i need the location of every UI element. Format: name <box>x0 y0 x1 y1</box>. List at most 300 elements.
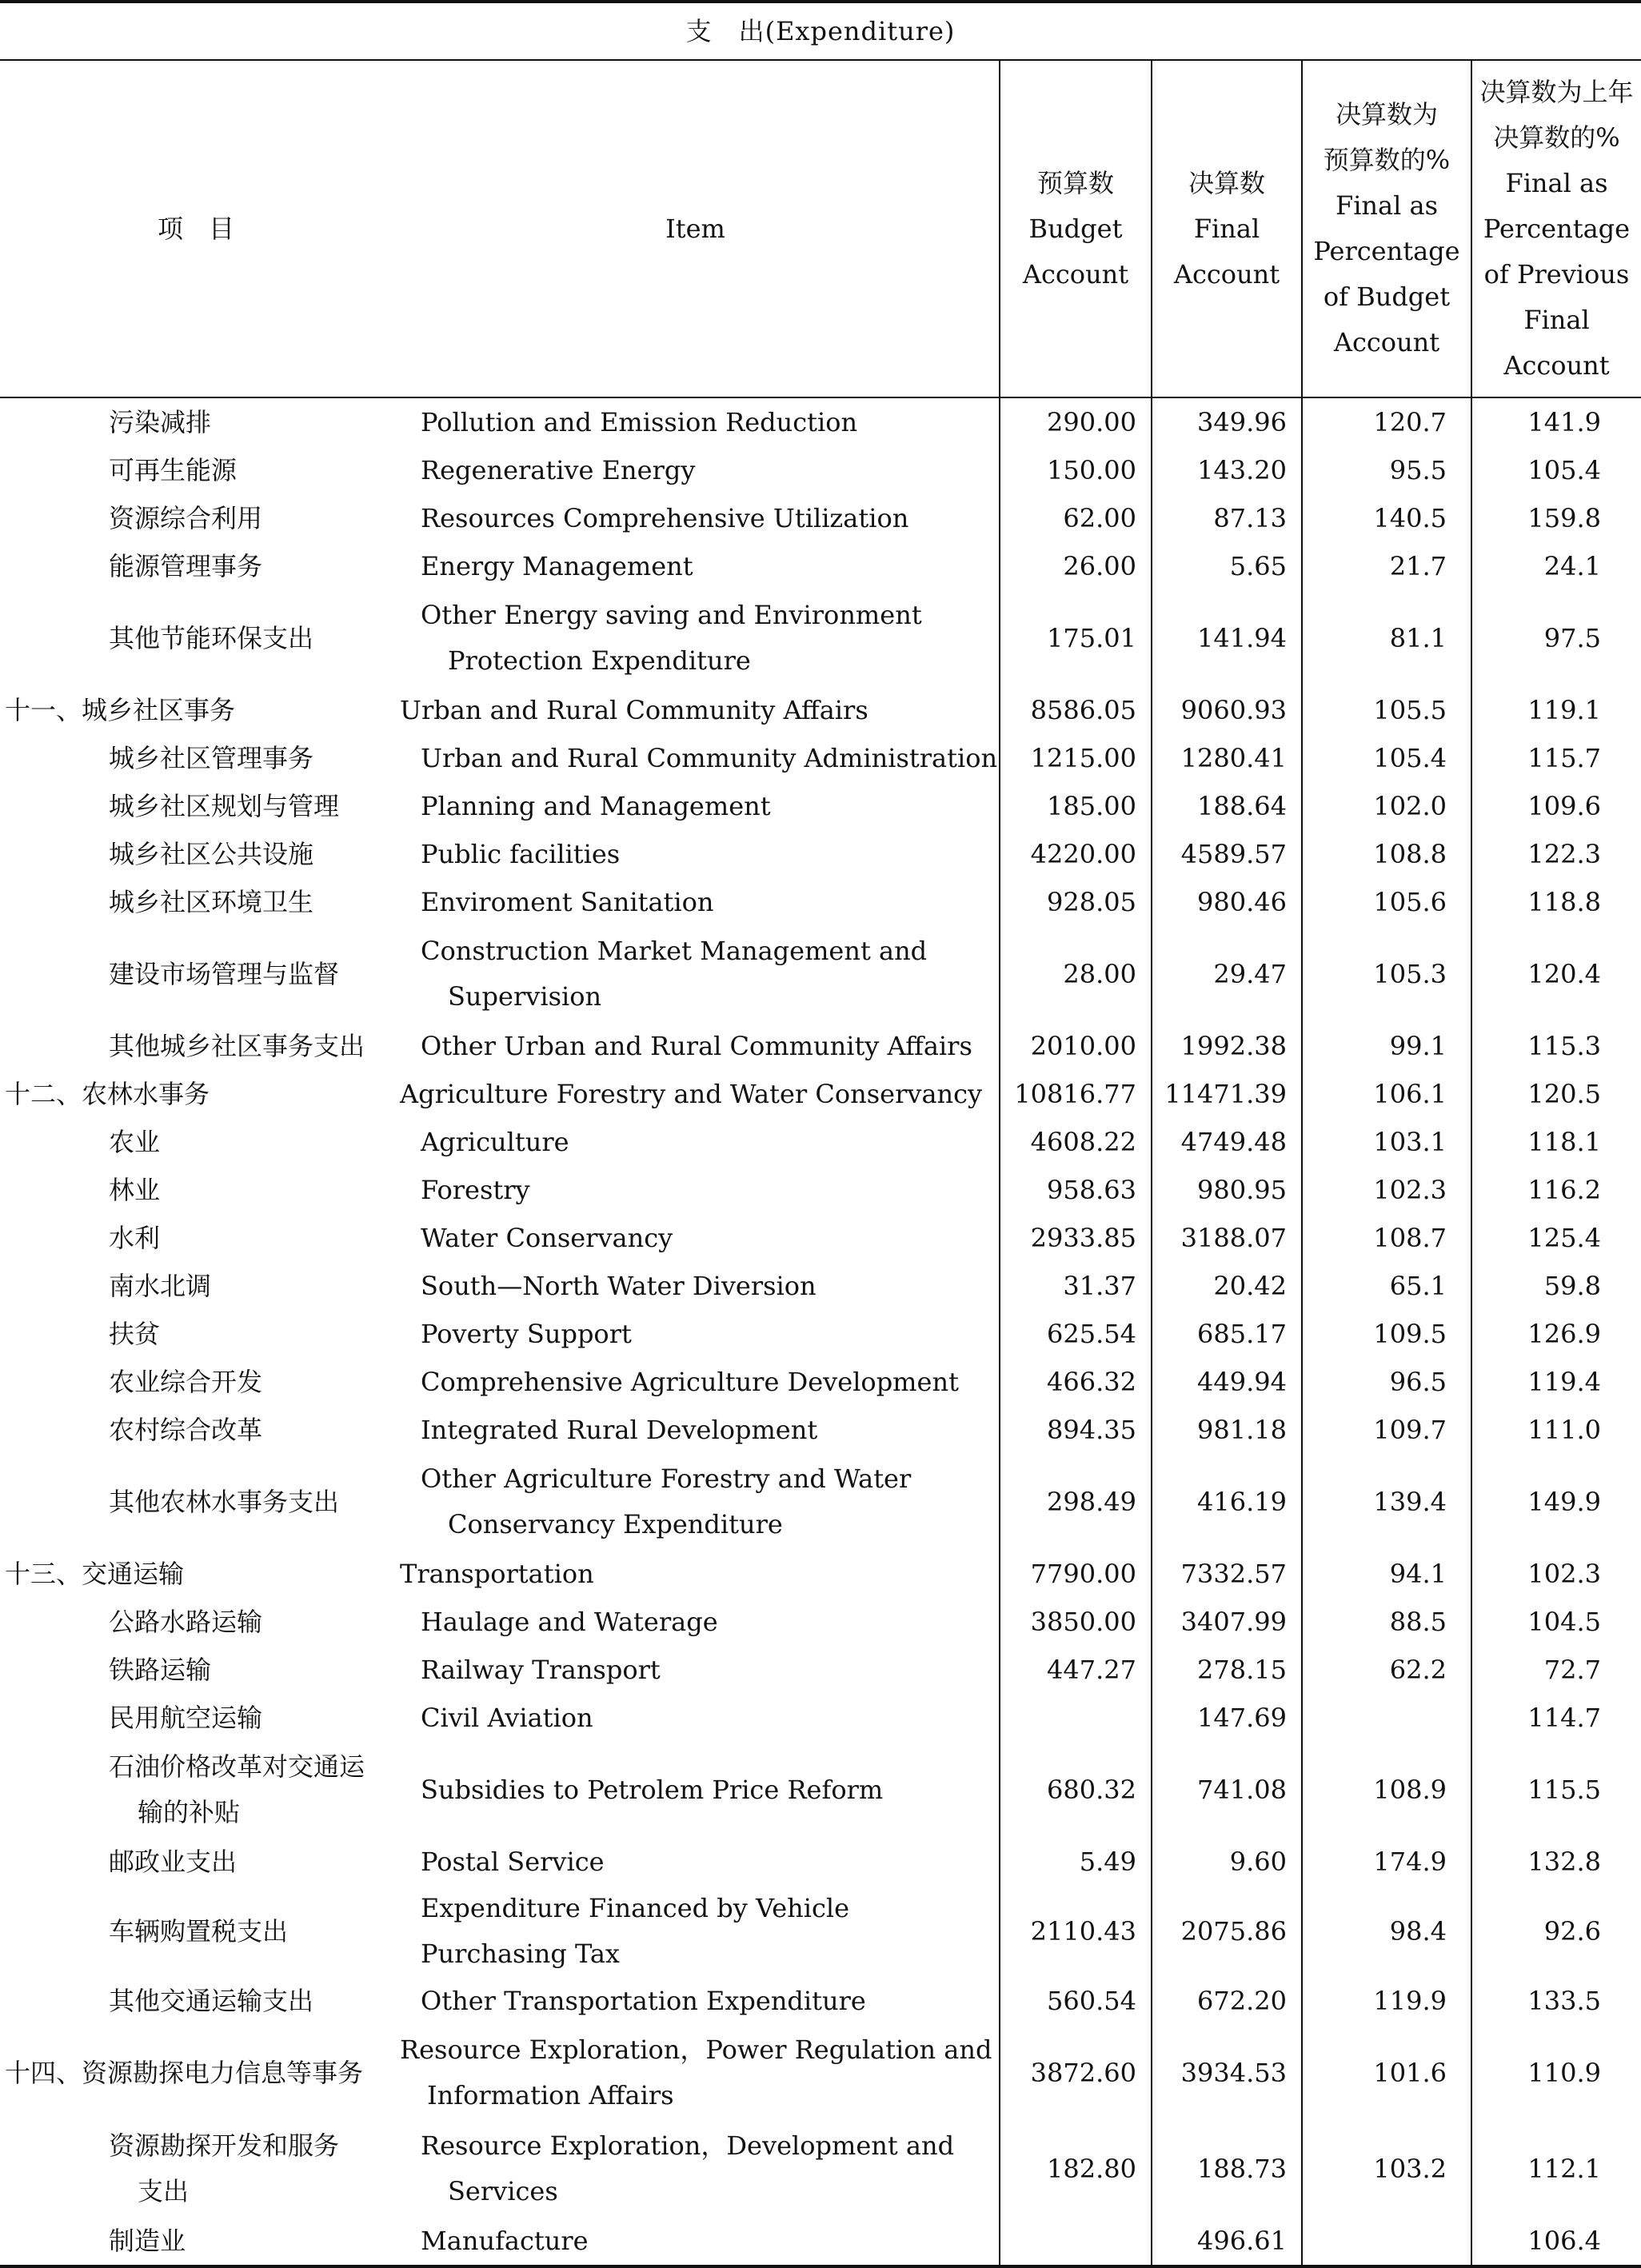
table-body <box>0 397 1641 2266</box>
row-item-cn <box>0 1454 392 1550</box>
row-final-value: 741.08 <box>1152 1742 1302 1838</box>
header-budget-line: Account <box>1022 258 1129 289</box>
table-row <box>0 1310 1641 1358</box>
row-budget-value: 2933.85 <box>1000 1214 1152 1262</box>
row-item-cn-text: 可再生能源 <box>109 454 238 485</box>
row-budget-value: 7790.00 <box>1000 1550 1152 1598</box>
row-item-en-text: Urban and Rural Community Affairs <box>400 694 868 725</box>
row-budget-value: 10816.77 <box>1000 1070 1152 1118</box>
table-caption: 支 出(Expenditure) <box>0 2 1641 60</box>
row-item-en-text: Poverty Support <box>421 1318 632 1349</box>
row-item-en-text: Expenditure Financed by Vehicle Purchasing Tax <box>421 1893 850 1969</box>
row-pct-prev-value: 126.9 <box>1471 1310 1641 1358</box>
row-pct-budget-value: 99.1 <box>1302 1022 1471 1070</box>
row-pct-prev-value: 97.5 <box>1471 590 1641 686</box>
row-final-value: 2075.86 <box>1152 1886 1302 1977</box>
header-item-en: Item <box>392 60 1000 397</box>
header-pct-prev-line: 决算数的% <box>1493 122 1620 153</box>
header-pct-prev-line: 决算数为上年 <box>1479 76 1634 107</box>
row-item-en-text: Planning and Management <box>421 790 771 821</box>
table-caption-row <box>0 2 1641 60</box>
header-pct-prev-line: Account <box>1503 349 1610 381</box>
header-pct-budget-line: 预算数的% <box>1323 145 1451 175</box>
row-item-cn <box>0 1977 392 2025</box>
row-item-cn <box>0 1406 392 1454</box>
row-budget-value: 894.35 <box>1000 1406 1152 1454</box>
row-item-en-text: Energy Management <box>421 550 693 581</box>
row-item-cn-text: 城乡社区公共设施 <box>109 838 314 869</box>
row-item-cn-text: 铁路运输 <box>109 1654 212 1685</box>
row-item-cn-text: 建设市场管理与监督 <box>109 958 340 989</box>
row-final-value: 3407.99 <box>1152 1598 1302 1646</box>
table-row <box>0 1406 1641 1454</box>
header-final-line: Account <box>1173 258 1280 289</box>
row-pct-prev-value: 114.7 <box>1471 1694 1641 1742</box>
table-row <box>0 542 1641 590</box>
row-item-cn <box>0 1310 392 1358</box>
row-pct-budget-value: 108.8 <box>1302 830 1471 878</box>
row-budget-value: 182.80 <box>1000 2121 1152 2217</box>
row-item-en <box>392 2025 1000 2121</box>
row-budget-value: 2110.43 <box>1000 1886 1152 1977</box>
table-row <box>0 1358 1641 1406</box>
row-budget-value <box>1000 2217 1152 2266</box>
row-item-cn <box>0 1550 392 1598</box>
row-pct-prev-value: 104.5 <box>1471 1598 1641 1646</box>
row-item-cn <box>0 2025 392 2121</box>
row-item-en-text: Railway Transport <box>421 1654 661 1685</box>
row-item-cn-text: 十三、交通运输 <box>5 1558 185 1589</box>
row-budget-value: 625.54 <box>1000 1310 1152 1358</box>
header-pct-prev-line: of Previous <box>1483 258 1630 289</box>
table-row <box>0 1262 1641 1310</box>
row-final-value: 87.13 <box>1152 494 1302 542</box>
row-item-cn <box>0 446 392 494</box>
row-pct-budget-value: 105.3 <box>1302 926 1471 1022</box>
row-item-cn <box>0 1742 392 1838</box>
row-item-cn-text: 其他节能环保支出 <box>109 622 314 653</box>
row-item-cn <box>0 1838 392 1886</box>
row-pct-prev-value: 115.5 <box>1471 1742 1641 1838</box>
table-row <box>0 494 1641 542</box>
table-row <box>0 1454 1641 1550</box>
row-item-en-text: Resources Comprehensive Utilization <box>421 502 909 533</box>
row-item-en <box>392 1742 1000 1838</box>
row-budget-value: 28.00 <box>1000 926 1152 1022</box>
row-item-en-text-cont: Conservancy Expenditure <box>448 1509 783 1539</box>
row-budget-value: 680.32 <box>1000 1742 1152 1838</box>
row-item-en-text: Enviroment Sanitation <box>421 886 714 917</box>
row-item-en-text: Construction Market Management and <box>421 936 928 966</box>
row-item-cn-text: 其他农林水事务支出 <box>109 1486 340 1517</box>
row-budget-value: 150.00 <box>1000 446 1152 494</box>
row-final-value: 141.94 <box>1152 590 1302 686</box>
row-item-en <box>392 1166 1000 1214</box>
row-item-en-text: Comprehensive Agriculture Development <box>421 1366 959 1397</box>
row-pct-prev-value: 92.6 <box>1471 1886 1641 1977</box>
row-pct-budget-value: 105.6 <box>1302 878 1471 926</box>
row-item-cn-text: 其他城乡社区事务支出 <box>109 1030 365 1061</box>
row-final-value: 981.18 <box>1152 1406 1302 1454</box>
row-pct-prev-value: 110.9 <box>1471 2025 1641 2121</box>
row-pct-budget-value: 106.1 <box>1302 1070 1471 1118</box>
row-item-en <box>392 1977 1000 2025</box>
row-item-en <box>392 830 1000 878</box>
table-row <box>0 2121 1641 2217</box>
row-final-value: 9.60 <box>1152 1838 1302 1886</box>
row-item-en <box>392 590 1000 686</box>
header-pct-budget-line: Account <box>1333 327 1440 357</box>
table-row <box>0 1118 1641 1166</box>
row-final-value: 20.42 <box>1152 1262 1302 1310</box>
row-item-cn-text: 城乡社区规划与管理 <box>109 790 340 821</box>
row-final-value: 3934.53 <box>1152 2025 1302 2121</box>
row-pct-budget-value: 62.2 <box>1302 1646 1471 1694</box>
row-item-cn <box>0 1166 392 1214</box>
row-pct-budget-value: 103.1 <box>1302 1118 1471 1166</box>
row-pct-prev-value: 24.1 <box>1471 542 1641 590</box>
row-final-value: 147.69 <box>1152 1694 1302 1742</box>
row-item-cn <box>0 1262 392 1310</box>
row-item-cn-text: 农业 <box>109 1126 161 1157</box>
table-row <box>0 1838 1641 1886</box>
row-final-value: 416.19 <box>1152 1454 1302 1550</box>
row-item-en-text: Public facilities <box>421 838 621 869</box>
row-item-cn-text: 水利 <box>109 1222 161 1253</box>
row-item-en <box>392 1022 1000 1070</box>
row-item-en <box>392 1598 1000 1646</box>
row-item-en-text: Resource Exploration，Power Regulation and <box>400 2034 992 2065</box>
table-row <box>0 2217 1641 2266</box>
row-final-value: 11471.39 <box>1152 1070 1302 1118</box>
row-item-cn-text: 资源综合利用 <box>109 502 263 533</box>
row-item-en-text: Agriculture Forestry and Water Conservancy <box>400 1078 983 1109</box>
row-item-en-text: Manufacture <box>421 2225 589 2256</box>
table-row <box>0 2025 1641 2121</box>
row-item-en-text: Other Urban and Rural Community Affairs <box>421 1030 972 1061</box>
row-item-cn <box>0 1358 392 1406</box>
row-item-cn-text-cont: 支出 <box>138 2176 190 2206</box>
row-item-en-text: Agriculture <box>421 1126 569 1157</box>
row-pct-budget-value: 119.9 <box>1302 1977 1471 2025</box>
row-budget-value: 62.00 <box>1000 494 1152 542</box>
row-item-en <box>392 1646 1000 1694</box>
row-final-value: 4749.48 <box>1152 1118 1302 1166</box>
row-item-en-text: Regenerative Energy <box>421 454 696 485</box>
row-item-cn-text: 车辆购置税支出 <box>109 1915 289 1947</box>
row-budget-value: 466.32 <box>1000 1358 1152 1406</box>
row-item-en-text: Transportation <box>400 1558 594 1589</box>
table-row <box>0 1550 1641 1598</box>
row-pct-prev-value: 120.5 <box>1471 1070 1641 1118</box>
row-item-cn-text: 南水北调 <box>109 1270 212 1301</box>
row-item-cn-text: 十一、城乡社区事务 <box>5 694 236 725</box>
row-pct-budget-value: 140.5 <box>1302 494 1471 542</box>
table-row <box>0 686 1641 734</box>
header-pct-prev-line: Final as <box>1505 167 1608 198</box>
row-pct-prev-value: 125.4 <box>1471 1214 1641 1262</box>
row-pct-prev-value: 111.0 <box>1471 1406 1641 1454</box>
row-pct-budget-value: 102.0 <box>1302 782 1471 830</box>
row-item-cn <box>0 397 392 446</box>
row-final-value: 188.73 <box>1152 2121 1302 2217</box>
row-budget-value: 5.49 <box>1000 1838 1152 1886</box>
row-item-en <box>392 1070 1000 1118</box>
row-budget-value: 3872.60 <box>1000 2025 1152 2121</box>
row-final-value: 980.95 <box>1152 1166 1302 1214</box>
row-pct-budget-value <box>1302 2217 1471 2266</box>
table-row <box>0 1646 1641 1694</box>
row-item-cn-text: 林业 <box>109 1174 161 1205</box>
row-budget-value: 4608.22 <box>1000 1118 1152 1166</box>
row-item-cn <box>0 1118 392 1166</box>
row-item-en-text: Forestry <box>421 1174 530 1205</box>
row-budget-value: 185.00 <box>1000 782 1152 830</box>
table-row <box>0 397 1641 446</box>
row-final-value: 188.64 <box>1152 782 1302 830</box>
row-item-en <box>392 542 1000 590</box>
table-row <box>0 1022 1641 1070</box>
row-pct-prev-value: 141.9 <box>1471 397 1641 446</box>
table-row <box>0 1166 1641 1214</box>
table-row <box>0 734 1641 782</box>
row-item-en <box>392 1406 1000 1454</box>
row-item-en-text-cont: Information Affairs <box>427 2080 674 2110</box>
row-pct-prev-value: 109.6 <box>1471 782 1641 830</box>
row-item-cn-text: 十四、资源勘探电力信息等事务 <box>5 2057 364 2088</box>
row-item-en-text-cont: Supervision <box>448 981 602 1012</box>
row-item-cn <box>0 542 392 590</box>
table-row <box>0 1070 1641 1118</box>
row-item-cn-text: 农业综合开发 <box>109 1366 263 1397</box>
row-final-value: 143.20 <box>1152 446 1302 494</box>
row-item-cn <box>0 590 392 686</box>
row-pct-budget-value: 21.7 <box>1302 542 1471 590</box>
row-item-cn-text: 农村综合改革 <box>109 1414 263 1445</box>
row-item-en <box>392 1886 1000 1977</box>
row-item-cn-text: 民用航空运输 <box>109 1702 263 1733</box>
row-item-en <box>392 734 1000 782</box>
row-budget-value: 958.63 <box>1000 1166 1152 1214</box>
header-pct-budget-line: 决算数为 <box>1335 99 1438 130</box>
row-pct-budget-value: 109.7 <box>1302 1406 1471 1454</box>
table-row <box>0 1214 1641 1262</box>
row-budget-value: 1215.00 <box>1000 734 1152 782</box>
row-pct-prev-value: 149.9 <box>1471 1454 1641 1550</box>
row-item-cn-text: 城乡社区管理事务 <box>109 742 314 773</box>
table-row <box>0 830 1641 878</box>
row-pct-prev-value: 159.8 <box>1471 494 1641 542</box>
row-pct-prev-value: 102.3 <box>1471 1550 1641 1598</box>
row-item-cn-text-cont: 输的补贴 <box>138 1797 241 1827</box>
row-final-value: 29.47 <box>1152 926 1302 1022</box>
table-row <box>0 1886 1641 1977</box>
row-item-cn <box>0 1214 392 1262</box>
row-final-value: 5.65 <box>1152 542 1302 590</box>
header-pct-budget-line: Final as <box>1335 190 1439 221</box>
row-item-cn-text: 其他交通运输支出 <box>109 1985 314 2016</box>
row-final-value: 9060.93 <box>1152 686 1302 734</box>
row-item-cn <box>0 2121 392 2217</box>
row-item-en-text: Water Conservancy <box>421 1222 673 1253</box>
row-budget-value: 560.54 <box>1000 1977 1152 2025</box>
table-row <box>0 878 1641 926</box>
header-final-line: Final <box>1193 213 1260 244</box>
row-item-en <box>392 686 1000 734</box>
row-final-value: 4589.57 <box>1152 830 1302 878</box>
row-pct-prev-value: 59.8 <box>1471 1262 1641 1310</box>
row-pct-budget-value: 108.7 <box>1302 1214 1471 1262</box>
row-pct-budget-value <box>1302 1694 1471 1742</box>
row-item-cn-text: 城乡社区环境卫生 <box>109 886 314 917</box>
row-pct-budget-value: 81.1 <box>1302 590 1471 686</box>
row-item-cn-text: 资源勘探开发和服务 <box>109 2130 340 2161</box>
row-item-cn <box>0 1886 392 1977</box>
row-pct-budget-value: 65.1 <box>1302 1262 1471 1310</box>
row-item-en-text: Other Transportation Expenditure <box>421 1985 866 2016</box>
row-item-cn-text: 十二、农林水事务 <box>5 1078 210 1109</box>
row-pct-budget-value: 105.5 <box>1302 686 1471 734</box>
row-pct-budget-value: 96.5 <box>1302 1358 1471 1406</box>
table-row <box>0 1977 1641 2025</box>
row-item-cn-text: 公路水路运输 <box>109 1606 263 1637</box>
row-item-cn-text: 污染减排 <box>109 406 212 437</box>
row-pct-budget-value: 174.9 <box>1302 1838 1471 1886</box>
row-item-en <box>392 1118 1000 1166</box>
row-pct-budget-value: 139.4 <box>1302 1454 1471 1550</box>
row-final-value: 980.46 <box>1152 878 1302 926</box>
row-item-cn-text: 能源管理事务 <box>109 550 263 581</box>
row-budget-value: 3850.00 <box>1000 1598 1152 1646</box>
row-item-en <box>392 397 1000 446</box>
table-header-row <box>0 60 1641 397</box>
header-budget <box>1000 60 1152 397</box>
row-pct-budget-value: 98.4 <box>1302 1886 1471 1977</box>
row-pct-budget-value: 101.6 <box>1302 2025 1471 2121</box>
row-item-en <box>392 446 1000 494</box>
table-row <box>0 926 1641 1022</box>
row-pct-budget-value: 102.3 <box>1302 1166 1471 1214</box>
row-item-en <box>392 2121 1000 2217</box>
row-item-en <box>392 878 1000 926</box>
row-item-en <box>392 1262 1000 1310</box>
table-row <box>0 1742 1641 1838</box>
row-final-value: 1992.38 <box>1152 1022 1302 1070</box>
row-item-cn <box>0 494 392 542</box>
row-item-en <box>392 1358 1000 1406</box>
row-item-en-text: Postal Service <box>421 1846 605 1877</box>
header-pct-budget-line: of Budget <box>1323 282 1451 312</box>
table-row <box>0 1694 1641 1742</box>
table-row <box>0 446 1641 494</box>
row-item-en-text-cont: Services <box>448 2176 558 2206</box>
row-item-en <box>392 2217 1000 2266</box>
row-pct-prev-value: 105.4 <box>1471 446 1641 494</box>
row-item-cn <box>0 878 392 926</box>
row-budget-value: 8586.05 <box>1000 686 1152 734</box>
row-pct-prev-value: 72.7 <box>1471 1646 1641 1694</box>
row-final-value: 685.17 <box>1152 1310 1302 1358</box>
row-item-cn-text: 制造业 <box>109 2225 186 2256</box>
row-budget-value: 290.00 <box>1000 397 1152 446</box>
row-final-value: 1280.41 <box>1152 734 1302 782</box>
row-final-value: 7332.57 <box>1152 1550 1302 1598</box>
row-item-en <box>392 1550 1000 1598</box>
row-pct-budget-value: 95.5 <box>1302 446 1471 494</box>
row-budget-value: 4220.00 <box>1000 830 1152 878</box>
row-item-en-text: Civil Aviation <box>421 1702 593 1733</box>
row-item-cn-text: 邮政业支出 <box>109 1846 238 1877</box>
row-budget-value: 175.01 <box>1000 590 1152 686</box>
row-pct-prev-value: 120.4 <box>1471 926 1641 1022</box>
row-item-cn <box>0 734 392 782</box>
row-budget-value: 31.37 <box>1000 1262 1152 1310</box>
row-pct-prev-value: 116.2 <box>1471 1166 1641 1214</box>
row-item-en <box>392 1310 1000 1358</box>
table-row <box>0 1598 1641 1646</box>
row-item-en <box>392 1214 1000 1262</box>
row-pct-budget-value: 94.1 <box>1302 1550 1471 1598</box>
row-item-en-text: Other Energy saving and Environment <box>421 600 922 630</box>
row-budget-value: 26.00 <box>1000 542 1152 590</box>
row-item-en-text: Subsidies to Petrolem Price Reform <box>421 1774 884 1805</box>
row-item-cn <box>0 926 392 1022</box>
row-item-cn <box>0 1598 392 1646</box>
header-final-line: 决算数 <box>1188 167 1265 198</box>
row-item-cn <box>0 1070 392 1118</box>
row-item-cn <box>0 1646 392 1694</box>
row-budget-value <box>1000 1694 1152 1742</box>
header-budget-line: Budget <box>1028 213 1123 244</box>
row-item-cn <box>0 782 392 830</box>
row-pct-prev-value: 112.1 <box>1471 2121 1641 2217</box>
row-item-cn-text: 扶贫 <box>109 1318 161 1349</box>
row-pct-prev-value: 118.8 <box>1471 878 1641 926</box>
row-budget-value: 928.05 <box>1000 878 1152 926</box>
row-item-en-text: South—North Water Diversion <box>421 1270 817 1301</box>
row-pct-prev-value: 119.1 <box>1471 686 1641 734</box>
row-item-en <box>392 1454 1000 1550</box>
row-pct-budget-value: 108.9 <box>1302 1742 1471 1838</box>
row-item-en-text-cont: Protection Expenditure <box>448 645 751 676</box>
row-final-value: 3188.07 <box>1152 1214 1302 1262</box>
row-item-cn <box>0 1022 392 1070</box>
row-item-cn <box>0 830 392 878</box>
row-final-value: 449.94 <box>1152 1358 1302 1406</box>
row-item-en-text: Pollution and Emission Reduction <box>421 406 858 437</box>
header-budget-line: 预算数 <box>1036 167 1114 198</box>
row-budget-value: 2010.00 <box>1000 1022 1152 1070</box>
row-item-cn <box>0 2217 392 2266</box>
table-row <box>0 590 1641 686</box>
row-pct-prev-value: 133.5 <box>1471 1977 1641 2025</box>
row-pct-budget-value: 120.7 <box>1302 397 1471 446</box>
row-budget-value: 298.49 <box>1000 1454 1152 1550</box>
table-row <box>0 782 1641 830</box>
row-final-value: 349.96 <box>1152 397 1302 446</box>
row-pct-prev-value: 122.3 <box>1471 830 1641 878</box>
row-item-cn-text: 石油价格改革对交通运 <box>109 1751 365 1782</box>
row-final-value: 496.61 <box>1152 2217 1302 2266</box>
row-pct-budget-value: 109.5 <box>1302 1310 1471 1358</box>
header-item-cn: 项 目 <box>0 60 392 397</box>
row-item-en <box>392 1838 1000 1886</box>
header-pct-prev-line: Final <box>1523 304 1590 335</box>
row-final-value: 278.15 <box>1152 1646 1302 1694</box>
row-pct-prev-value: 106.4 <box>1471 2217 1641 2266</box>
header-pct-budget <box>1302 60 1471 397</box>
row-item-en-text: Integrated Rural Development <box>421 1414 818 1445</box>
